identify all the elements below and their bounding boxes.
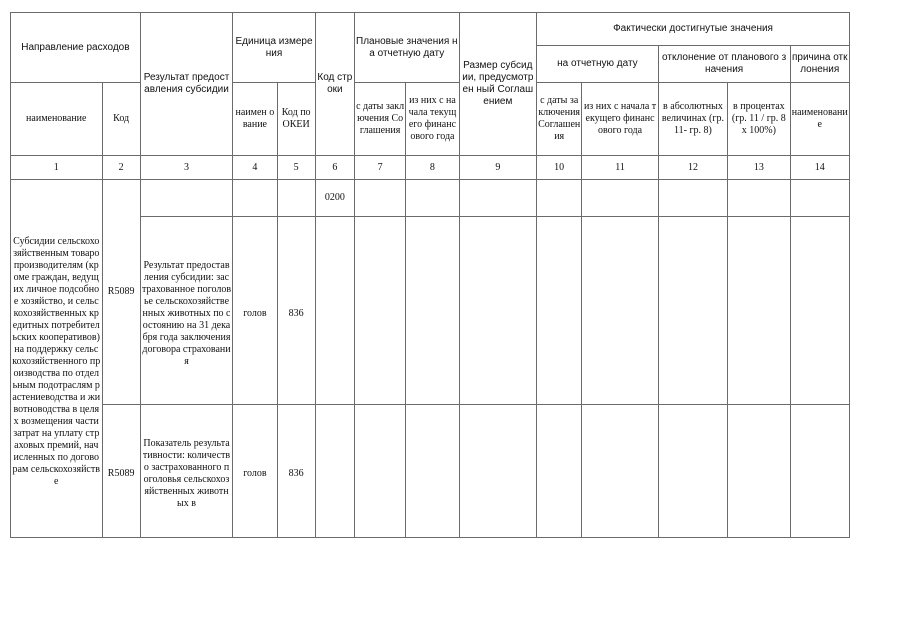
column-number: 11 bbox=[582, 156, 658, 180]
empty-cell bbox=[354, 217, 405, 405]
empty-cell bbox=[406, 180, 459, 217]
header-code: Код bbox=[102, 83, 140, 156]
code-2-cell: R5089 bbox=[102, 405, 140, 538]
column-number: 9 bbox=[459, 156, 536, 180]
empty-cell bbox=[658, 180, 727, 217]
empty-cell bbox=[728, 180, 790, 217]
header-direction: Направление расходов bbox=[11, 13, 141, 83]
header-reason-name: наименование bbox=[790, 83, 849, 156]
empty-cell bbox=[406, 217, 459, 405]
empty-cell bbox=[315, 217, 354, 405]
empty-cell bbox=[582, 217, 658, 405]
empty-cell bbox=[728, 217, 790, 405]
empty-cell bbox=[658, 405, 727, 538]
direction-name-cell: Субсидии сельскохозяйственным товаропроизводителям (кроме граждан, ведущих личное подсобное хозяйство, и сельскохозяйственных кредитных потребительских кооперативов) на поддержку сельскохозяйственного производства по отдельным подотраслям растениеводства и животноводства в целях возмещения части затрат на уплату страховых премий, начисленных по договорам сельскохозяйстве bbox=[11, 180, 103, 538]
column-number: 13 bbox=[728, 156, 790, 180]
column-number: 3 bbox=[140, 156, 233, 180]
empty-cell bbox=[354, 180, 405, 217]
header-from-year-start: из них с начала текущего финансового года bbox=[406, 83, 459, 156]
direction-code-cell: R5089 bbox=[102, 180, 140, 405]
empty-cell bbox=[459, 405, 536, 538]
column-number: 6 bbox=[315, 156, 354, 180]
header-unit: Единица измерения bbox=[233, 13, 315, 83]
empty-cell bbox=[537, 180, 582, 217]
empty-cell bbox=[537, 217, 582, 405]
column-number: 8 bbox=[406, 156, 459, 180]
unit-1-cell: голов bbox=[233, 217, 277, 405]
column-number: 2 bbox=[102, 156, 140, 180]
okei-2-cell: 836 bbox=[277, 405, 315, 538]
result-2-cell: Показатель результативности: количество застрахованного поголовья сельскохозяйственных животных в bbox=[140, 405, 233, 538]
empty-cell bbox=[728, 405, 790, 538]
header-reason: причина отклонения bbox=[790, 46, 849, 83]
header-abs-values: в абсолютных величинах (гр. 11- гр. 8) bbox=[658, 83, 727, 156]
empty-cell bbox=[354, 405, 405, 538]
header-planned: Плановые значения на отчетную дату bbox=[354, 13, 459, 83]
column-number: 7 bbox=[354, 156, 405, 180]
empty-cell bbox=[790, 180, 849, 217]
empty-cell bbox=[233, 180, 277, 217]
header-code-line: Код строки bbox=[315, 13, 354, 156]
empty-cell bbox=[459, 217, 536, 405]
header-percent: в процентах (гр. 11 / гр. 8 x 100%) bbox=[728, 83, 790, 156]
empty-cell bbox=[790, 405, 849, 538]
header-okei: Код по ОКЕИ bbox=[277, 83, 315, 156]
header-from-agreement-date: с даты заключения Соглашения bbox=[354, 83, 405, 156]
column-number: 10 bbox=[537, 156, 582, 180]
header-actual: Фактически достигнутые значения bbox=[537, 13, 850, 46]
column-number: 12 bbox=[658, 156, 727, 180]
header-actual-from-agreement: с даты заключения Соглашения bbox=[537, 83, 582, 156]
column-number: 1 bbox=[11, 156, 103, 180]
unit-2-cell: голов bbox=[233, 405, 277, 538]
header-name: наименование bbox=[11, 83, 103, 156]
empty-cell bbox=[315, 405, 354, 538]
subsidy-report-table bbox=[10, 12, 850, 538]
header-actual-on-date: на отчетную дату bbox=[537, 46, 659, 83]
empty-cell bbox=[582, 180, 658, 217]
column-number: 14 bbox=[790, 156, 849, 180]
header-deviation: отклонение от планового значения bbox=[658, 46, 790, 83]
column-number: 5 bbox=[277, 156, 315, 180]
header-subsidy-size: Размер субсидии, предусмотрен ный Соглашением bbox=[459, 13, 536, 156]
line-code-cell: 0200 bbox=[315, 180, 354, 217]
empty-cell bbox=[537, 405, 582, 538]
empty-cell bbox=[582, 405, 658, 538]
header-unit-name: наимен ование bbox=[233, 83, 277, 156]
empty-cell bbox=[658, 217, 727, 405]
column-number: 4 bbox=[233, 156, 277, 180]
empty-cell bbox=[790, 217, 849, 405]
header-result: Результат предоставления субсидии bbox=[140, 13, 233, 156]
result-1-cell: Результат предоставления субсидии: застрахованное поголовье сельскохозяйственных животных по состоянию на 31 декабря года заключения договора страхования bbox=[140, 217, 233, 405]
okei-1-cell: 836 bbox=[277, 217, 315, 405]
empty-cell bbox=[459, 180, 536, 217]
empty-cell bbox=[140, 180, 233, 217]
header-actual-from-year: из них с начала текущего финансового года bbox=[582, 83, 658, 156]
empty-cell bbox=[277, 180, 315, 217]
empty-cell bbox=[406, 405, 459, 538]
